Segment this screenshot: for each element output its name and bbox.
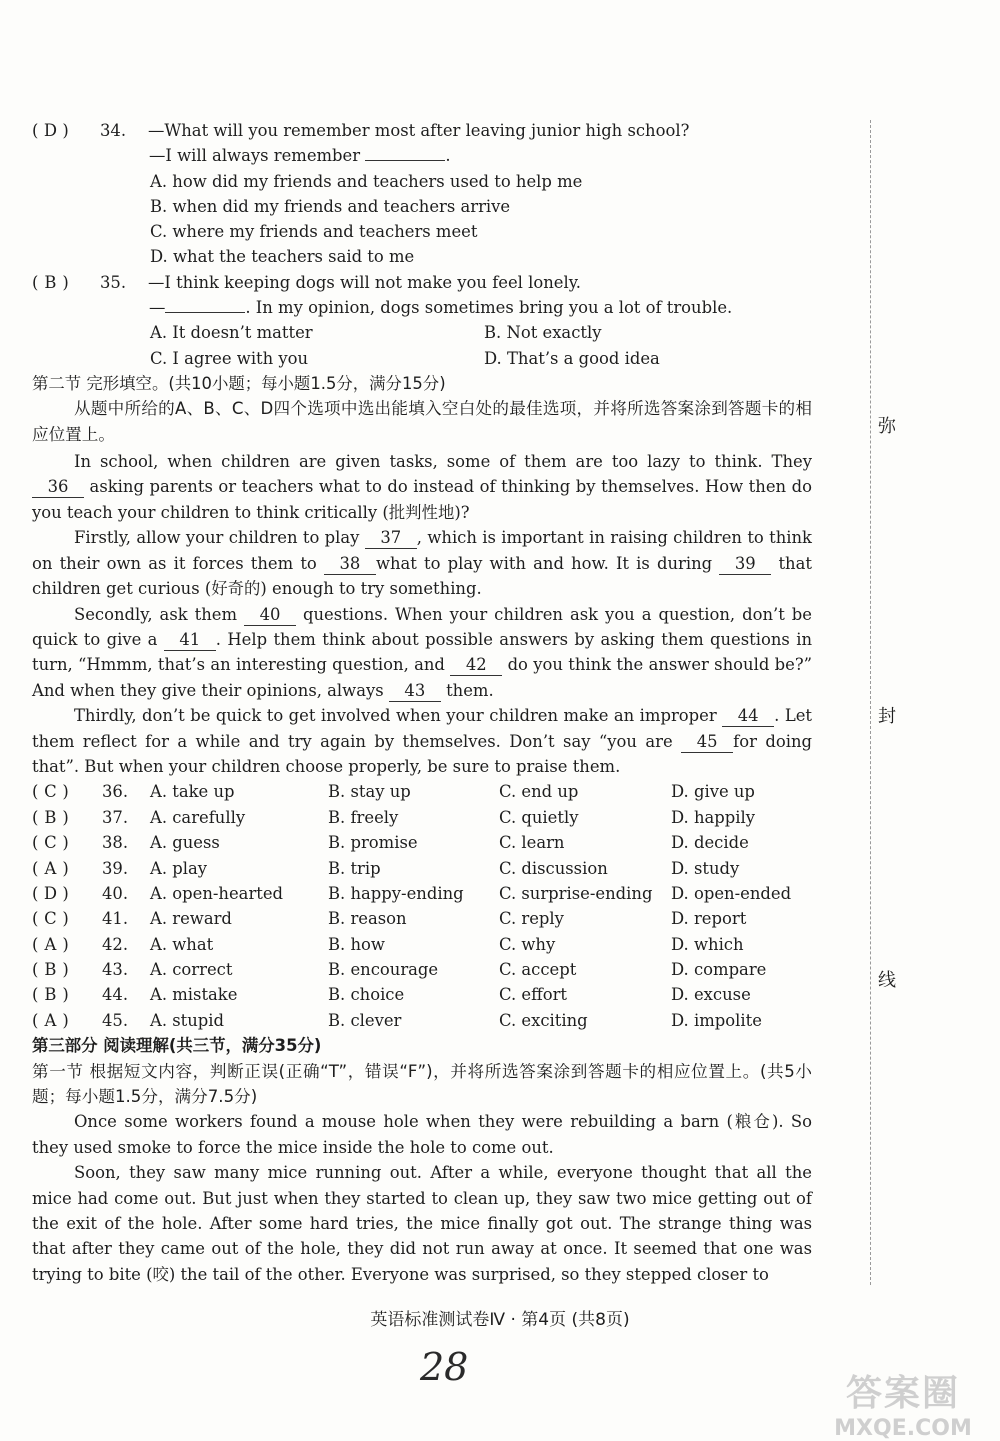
option-a: A. guess (150, 833, 220, 853)
question-number: 42. (102, 934, 129, 954)
option-row (32, 1008, 812, 1033)
option-b: B. encourage (328, 960, 439, 980)
option-a: A. carefully (150, 807, 246, 827)
answer-mark: ( C ) (32, 909, 69, 929)
option-row (32, 982, 812, 1007)
option-row (32, 957, 812, 982)
option-b: B. reason (328, 909, 407, 929)
q35-option-d: D. That’s a good idea (484, 348, 660, 368)
reading-paragraph-1: Once some workers found a mouse hole when they were rebuilding a barn (粮仓). So they used smoke to force the mice inside the hole to come out. (32, 1112, 812, 1157)
answer-mark: ( A ) (32, 934, 69, 954)
option-a: A. mistake (150, 985, 238, 1005)
option-c: C. accept (499, 960, 577, 980)
option-b: B. trip (328, 858, 381, 878)
option-d: D. impolite (671, 1010, 762, 1030)
question-number: 44. (102, 985, 129, 1005)
answer-mark: ( D ) (32, 883, 69, 903)
option-c: C. quietly (499, 807, 579, 827)
answer-mark: ( A ) (32, 1010, 69, 1030)
watermark-logo: 答案圈 MXQE.COM (834, 1373, 972, 1441)
q34-option-c: C. where my friends and teachers meet (150, 222, 478, 242)
blank-40: 40 (244, 605, 296, 626)
option-c: C. reply (499, 909, 564, 929)
margin-char-3: 线 (878, 970, 896, 991)
option-c: C. surprise-ending (499, 883, 653, 903)
cloze-paragraph-3: Secondly, ask them 40 questions. When your children ask you a question, don’t be quick to give a 41 . Help them think about possible answers by asking them questions in turn, “Hmmm, that’s an interesting question, and 42 do you think the answer should be?” And when they give their opinions, always 43 them. (32, 604, 812, 700)
option-b: B. choice (328, 985, 405, 1005)
blank-39: 39 (719, 554, 771, 575)
cloze-paragraph-2: Firstly, allow your children to play 37 , which is important in raising children to think on their own as it forces them to 38 what to play with and how. It is during 39 that children get curious (好奇的) enough to try something. (32, 528, 812, 599)
question-number: 37. (102, 807, 129, 827)
blank-36: 36 (32, 477, 84, 498)
part-3-sub-heading: 第一节 根据短文内容，判断正误(正确“T”，错误“F”)，并将所选答案涂到答题卡的相应位置上。(共5小题；每小题1.5分，满分7.5分) (32, 1061, 812, 1106)
option-d: D. report (671, 909, 747, 929)
blank-42: 42 (450, 655, 502, 676)
section-2-instruction: 从题中所给的A、B、C、D四个选项中选出能填入空白处的最佳选项，并将所选答案涂到答题卡的相应位置上。 (32, 399, 812, 444)
blank (365, 160, 445, 161)
cloze-options-table (32, 779, 812, 1033)
question-number: 45. (102, 1010, 129, 1030)
option-row (32, 830, 812, 855)
answer-mark: ( A ) (32, 858, 69, 878)
question-35: ( B ) 35. —I think keeping dogs will not make you feel lonely. (32, 270, 812, 295)
option-d: D. compare (671, 960, 767, 980)
option-c: C. effort (499, 985, 568, 1005)
cloze-paragraph-4: Thirdly, don’t be quick to get involved when your children make an improper 44 . Let them reflect for a while and try again by themselves. Don’t say “you are 45 for doing that”. But when your children choose properly, be sure to praise them. (32, 706, 812, 776)
q35-option-a: A. It doesn’t matter (150, 323, 313, 343)
blank-44: 44 (722, 706, 774, 727)
option-b: B. how (328, 934, 385, 954)
option-a: A. what (150, 934, 214, 954)
q34-option-a: A. how did my friends and teachers used to help me (150, 171, 583, 191)
option-row (32, 881, 812, 906)
option-c: C. learn (499, 833, 565, 853)
option-a: A. stupid (150, 1010, 225, 1030)
option-c: C. discussion (499, 858, 608, 878)
margin-char-1: 弥 (878, 416, 896, 437)
option-a: A. play (150, 858, 208, 878)
answer-mark: ( C ) (32, 782, 69, 802)
answer-34: D (43, 121, 57, 140)
q34-option-b: B. when did my friends and teachers arrive (150, 196, 511, 216)
q35-option-b: B. Not exactly (484, 323, 602, 343)
option-d: D. study (671, 858, 740, 878)
section-2-heading: 第二节 完形填空。(共10小题；每小题1.5分，满分15分) (32, 373, 446, 393)
option-d: D. which (671, 934, 744, 954)
q35-response: — . In my opinion, dogs sometimes bring you a lot of trouble. (149, 298, 733, 318)
part-3-heading: 第三部分 阅读理解(共三节，满分35分) (32, 1036, 322, 1056)
handwritten-page-number: 28 (420, 1345, 469, 1389)
q34-response: —I will always remember . (149, 146, 451, 166)
option-d: D. give up (671, 782, 755, 802)
question-34: ( D ) 34. —What will you remember most after leaving junior high school? (32, 118, 812, 143)
blank (165, 312, 245, 313)
q35-options-row-2 (32, 346, 812, 371)
q35-options-row-1 (32, 320, 812, 345)
answer-35: B (44, 272, 57, 292)
blank-37: 37 (365, 528, 417, 549)
answer-mark: ( B ) (32, 985, 69, 1005)
blank-45: 45 (681, 732, 733, 753)
question-number: 39. (102, 858, 129, 878)
question-number: 38. (102, 833, 129, 853)
option-d: D. excuse (671, 985, 751, 1005)
option-d: D. happily (671, 807, 756, 827)
option-b: B. clever (328, 1010, 402, 1030)
page-footer: 英语标准测试卷Ⅳ · 第4页 (共8页) (370, 1310, 630, 1330)
option-c: C. why (499, 934, 556, 954)
option-a: A. correct (150, 960, 233, 980)
question-number: 41. (102, 909, 129, 929)
seal-line (870, 120, 871, 1285)
q35-question: —I think keeping dogs will not make you feel lonely. (148, 272, 582, 292)
option-b: B. stay up (328, 782, 411, 802)
option-d: D. open-ended (671, 883, 792, 903)
question-number: 36. (102, 782, 129, 802)
option-c: C. end up (499, 782, 579, 802)
answer-mark: ( B ) (32, 807, 69, 827)
option-row (32, 932, 812, 957)
exam-content (32, 118, 812, 1287)
option-b: B. happy-ending (328, 883, 464, 903)
answer-mark: ( C ) (32, 833, 69, 853)
reading-paragraph-2: Soon, they saw many mice running out. After a while, everyone thought that all the mice had come out. But just when they started to clean up, they saw two mice getting out of the exit of the hole. After some hard tries, the mice finally got out. The strange thing was that after they came out of the hole, they did not run away at once. It seemed that one was trying to bite (咬) the tail of the other. Everyone was surprised, so they stepped closer to (32, 1163, 812, 1284)
option-row (32, 856, 812, 881)
blank-43: 43 (389, 681, 441, 702)
option-a: A. reward (150, 909, 232, 929)
option-b: B. freely (328, 807, 399, 827)
option-d: D. decide (671, 833, 749, 853)
answer-mark: ( B ) (32, 960, 69, 980)
option-row (32, 779, 812, 804)
option-c: C. exciting (499, 1010, 588, 1030)
option-a: A. take up (150, 782, 235, 802)
option-row (32, 906, 812, 931)
margin-char-2: 封 (878, 706, 896, 727)
option-b: B. promise (328, 833, 418, 853)
q34-option-d: D. what the teachers said to me (150, 247, 415, 267)
q34-question: —What will you remember most after leaving junior high school? (148, 121, 690, 140)
q35-option-c: C. I agree with you (150, 348, 309, 368)
option-a: A. open-hearted (150, 883, 284, 903)
question-number: 43. (102, 960, 129, 980)
question-number: 40. (102, 883, 129, 903)
blank-41: 41 (164, 630, 216, 651)
option-row (32, 805, 812, 830)
cloze-paragraph-1: In school, when children are given tasks, some of them are too lazy to think. They 36 asking parents or teachers what to do instead of thinking by themselves. How then do you teach your children to think critically (批判性地)? (32, 452, 812, 522)
blank-38: 38 (324, 554, 376, 575)
